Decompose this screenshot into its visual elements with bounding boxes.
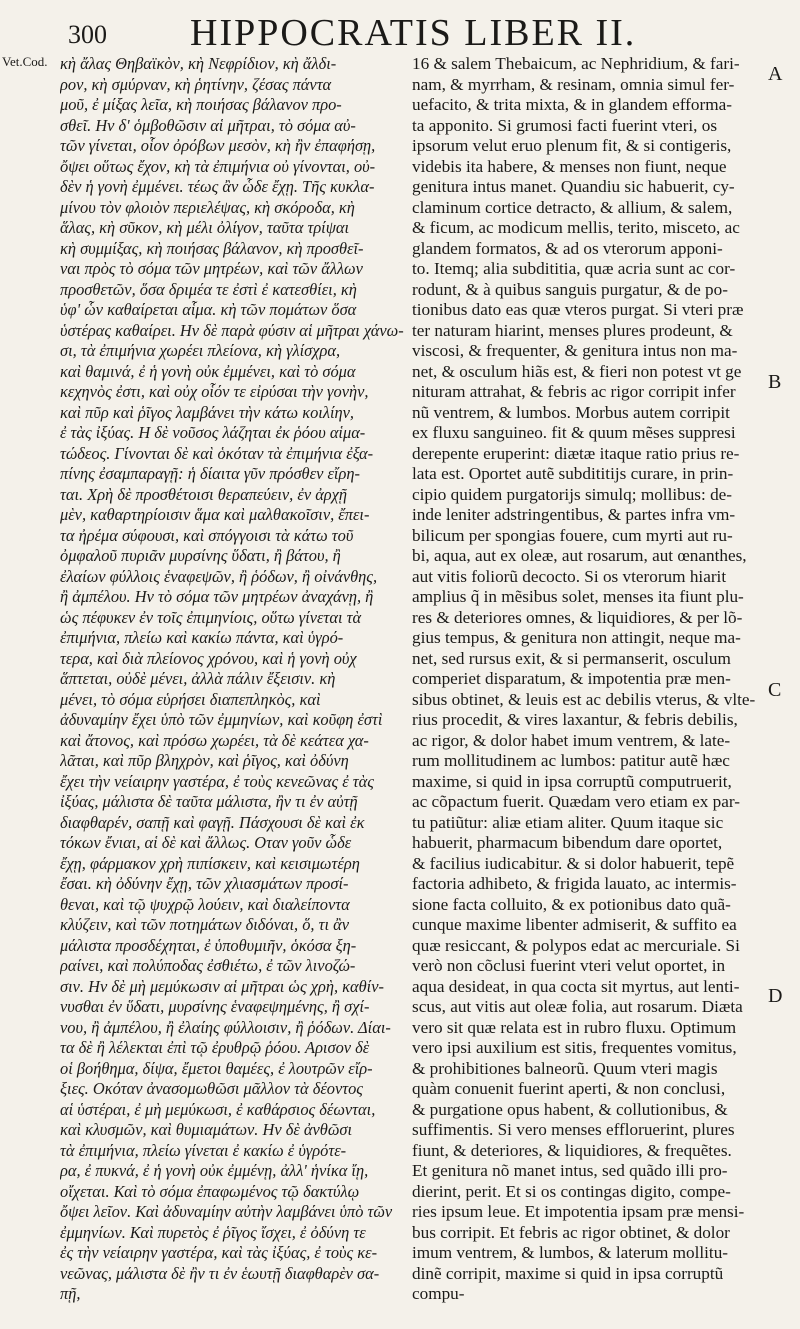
text-line: τῶν γίνεται, οἷον ὀρόβων μεσὸν, κὴ ἢν ἐπαφήσῃ, xyxy=(60,136,376,155)
text-line: 16 & salem Thebaicum, ac Nephridium, & fari- xyxy=(412,54,740,73)
margin-letter-a: A xyxy=(768,63,783,85)
text-line: cipio quidem purgatorijs simulq; mollibus: de- xyxy=(412,484,733,504)
text-line: ἐς τὴν νείαιρην γαστέρα, καὶ τὰς ἰξύας, ἐ τοὺς κε- xyxy=(60,1243,378,1262)
text-line: μένει, τὸ σόμα εὑρήσει διαπεπληκὸς, καὶ xyxy=(60,689,321,709)
text-line: rius procedit, & vires laxantur, & febris debilis, xyxy=(412,710,738,729)
text-line: bi, aqua, aut ex oleæ, aut rosarum, aut œnanthes, xyxy=(412,546,747,565)
margin-letter-d: D xyxy=(768,985,783,1007)
text-line: uefacito, & trita mixta, & in glandem efforma- xyxy=(412,95,732,114)
text-line: nam, & myrrham, & resinam, omnia simul fer- xyxy=(412,74,735,94)
text-line: ἔχῃ, φάρμακον χρὴ πιπίσκειν, καὶ κεισιμωτέρη xyxy=(60,853,360,873)
text-line: net, sed rursus exit, & si permanserit, osculum xyxy=(412,648,731,668)
text-line: ἔσαι. κὴ ὀδύνην ἔχῃ, τῶν χλιασμάτων προσί- xyxy=(60,874,349,893)
text-line: videbis ita habere, & menses non fiunt, neque xyxy=(412,156,727,176)
text-line: ξιες. Οκόταν ἀνασομωθῶσι μᾶλλον τὰ δέοντος xyxy=(60,1079,363,1098)
text-line: bilicum per spongias fouere, cum myrti aut ru- xyxy=(412,525,733,545)
text-line: lata est. Oportet autẽ subdititijs curare, in prin- xyxy=(412,464,734,483)
text-line: τερα, καὶ διὰ πλείονος χρόνου, καὶ ἡ γονὴ οὐχ xyxy=(60,648,357,668)
text-line: καὶ θαμινά, ἐ ἡ γονὴ οὐκ ἐμμένει, καὶ τὸ σόμα xyxy=(60,361,356,381)
text-line: αἱ ὑστέραι, ἐ μὴ μεμύκωσι, ἐ καθάρσιος δέωνται, xyxy=(60,1099,376,1119)
text-line: ac cõpactum fuerit. Quædam vero etiam ex par- xyxy=(412,792,740,811)
latin-text-column xyxy=(412,54,762,1326)
text-line: res & deteriores omnes, & liquidiores, & per lõ- xyxy=(412,607,743,627)
text-line: ἐ τὰς ἰξύας. Η δὲ νοῦσος λάζηται ἐκ ῥόου αἱμα- xyxy=(60,423,366,442)
text-line: νου, ἢ ἀμπέλου, ἢ ἐλαίης φύλλοισιν, ἢ ῥόδων. Δίαι- xyxy=(60,1017,391,1037)
text-line: ται. Χρὴ δὲ προσθέτοισι θεραπεύειν, ἐν ἀρχῇ xyxy=(60,484,348,504)
text-line: ἢ ἀμπέλου. Ην τὸ σόμα τῶν μητρέων ἀναχάνῃ, ἢ xyxy=(60,587,374,606)
text-line: θεναι, καὶ τῷ ψυχρῷ λούειν, καὶ διαλείποντα xyxy=(60,894,350,914)
text-line: πῇ, xyxy=(60,1284,81,1303)
text-line: habuerit, pharmacum bibendum dare oportet, xyxy=(412,833,723,852)
text-line: ipsorum velut eruo plenum fit, & si contigeris, xyxy=(412,136,732,155)
text-line: aut vitis foliorũ decocto. Si os vterorum hiarit xyxy=(412,566,727,586)
text-line: οἴχεται. Καὶ τὸ σόμα ἐπαφωμένος τῷ δακτύλῳ xyxy=(60,1181,360,1201)
text-line: genitura intus manet. Quandiu sic habuerit, cy- xyxy=(412,177,735,196)
text-line: ta apponito. Si grumosi facti fuerint vteri, os xyxy=(412,115,718,135)
text-line: τόκων ἔνιαι, αἱ δὲ καὶ ἄλλως. Οταν γοῦν ὧδε xyxy=(60,833,352,852)
text-line: scus, aut vitis aut oleæ folia, aut rosarum. Diæta xyxy=(412,997,743,1016)
margin-note: Vet.Cod. xyxy=(2,54,48,69)
text-line: κὴ ἄλας Θηβαϊκὸν, κὴ Νεφρίδιον, κὴ ἄλδι- xyxy=(60,54,337,73)
text-line: ὑφ' ὧν καθαίρεται αἷμα. κὴ τῶν πομάτων ὅσα xyxy=(60,300,357,319)
text-line: nũ ventrem, & lumbos. Morbus autem corripit xyxy=(412,402,730,422)
text-line: rum mollitudinem ac lumbos: patitur autẽ hæc xyxy=(412,751,730,770)
text-line: rodunt, & à quibus sanguis purgatur, & de po- xyxy=(412,279,728,299)
text-line: ἐπιμήνια, πλείω καὶ κακίω πάντα, καὶ ὑγρό- xyxy=(60,628,344,647)
text-line: μάλιστα προσδέχηται, ἐ ὑποθυμιῆν, ὁκόσα ξη- xyxy=(60,935,357,955)
text-line: λᾶται, καὶ πῦρ βληχρὸν, καὶ ῥῖγος, καὶ ὀδύνη xyxy=(60,751,349,770)
text-line: μὲν, καθαρτηρίοισιν ἅμα καὶ μαλθακοῖσιν, ἔπει- xyxy=(60,505,370,524)
text-line: sione facta colluito, & ex potionibus dato quã- xyxy=(412,894,731,914)
text-line: & ficum, ac modicum mellis, terito, misceto, ac xyxy=(412,218,740,237)
text-line: gius tempus, & genitura non attingit, neque ma- xyxy=(412,628,741,647)
text-line: καὶ πῦρ καὶ ῥῖγος λαμβάνει τὴν κάτω κοιλίην, xyxy=(60,402,354,422)
text-line: νυσθαι ἐν ὕδατι, μυρσίνης ἑναφεψημένης, ἢ σχί- xyxy=(60,997,370,1016)
text-line: σθεῖ. Ην δ' ὁμβοθῶσιν αἱ μῆτραι, τὸ σόμα αὐ- xyxy=(60,115,356,135)
text-line: τώδεος. Γίνονται δὲ καὶ ὁκόταν τὰ ἐπιμήνια ἐξα- xyxy=(60,443,374,463)
text-line: glandem formatos, & ad os vterorum apponi- xyxy=(412,238,723,258)
text-line: ἅλας, κὴ σῦκον, κὴ μέλι ὀλίγον, ταῦτα τρίψαι xyxy=(60,218,350,237)
text-line: verò non cõclusi fuerint vteri velut oportet, in xyxy=(412,956,726,975)
text-line: τὰ ἐπιμήνια, πλείω γίνεται ἐ κακίω ἐ ὑγρότε- xyxy=(60,1140,347,1160)
text-line: vero sit quæ relata est in rubro fluxu. Optimum xyxy=(412,1017,737,1037)
text-line: sibus obtinet, & leuis est ac debilis vterus, & vlte- xyxy=(412,689,756,709)
text-line: aqua desideat, in qua cocta sit myrtus, aut lenti- xyxy=(412,976,740,996)
text-line: μίνου τὸν φλοιὸν περιελέψας, κὴ σκόροδα, κὴ xyxy=(60,197,355,217)
greek-text-column xyxy=(60,54,404,1326)
text-line: ὀμφαλοῦ πυριᾶν μυρσίνης ὕδατι, ἢ βάτου, ἢ xyxy=(60,546,341,565)
text-line: ὑστέρας καθαίρει. Ην δὲ παρὰ φύσιν αἱ μῆτραι χάνω- xyxy=(60,320,404,340)
text-line: maxime, si quid in ipsa corruptũ computruerit, xyxy=(412,771,732,791)
text-line: cunque maxime libenter admiserit, & suffito ea xyxy=(412,915,737,934)
page-header xyxy=(0,14,800,54)
text-line: ναι πρὸς τὸ σόμα τῶν μητρέων, καὶ τῶν ἄλλων xyxy=(60,259,363,278)
text-line: vero ipsi auxilium est sitis, frequentes vomitus, xyxy=(412,1038,737,1057)
text-line: διαφθαρέν, σαπῇ καὶ φαγῇ. Πάσχουσι δὲ καὶ ἐκ xyxy=(60,812,365,832)
text-line: ραίνει, καὶ πολύποδας ἐσθιέτω, ἐ τῶν λινοζώ- xyxy=(60,956,356,975)
text-line: net, & osculum hiãs est, & fieri non potest vt ge xyxy=(412,361,742,381)
text-line: ter naturam hiarint, menses plures prodeunt, & xyxy=(412,320,733,340)
text-line: quæ resiccant, & polypos edat ac mercuriale. Si xyxy=(412,935,740,955)
text-line: κλύζειν, καὶ τῶν ποτημάτων διδόναι, ὅ, τι ἂν xyxy=(60,915,349,934)
text-line: bus corripit. Et febris ac rigor obtinet, & dolor xyxy=(412,1222,730,1242)
text-line: to. Itemq; alia subdititia, quæ acria sunt ac cor- xyxy=(412,259,736,278)
text-line: σιν. Ην δὲ μὴ μεμύκωσιν αἱ μῆτραι ὡς χρὴ, καθίν- xyxy=(60,976,384,996)
text-line: nituram attrahat, & febris ac rigor corripit infer xyxy=(412,382,736,401)
text-line: ἰξύας, μάλιστα δὲ ταῦτα μάλιστα, ἢν τι ἐν αὐτῇ xyxy=(60,792,358,811)
text-line: ρον, κὴ σμύρναν, κὴ ῥητίνην, ζέσας πάντα xyxy=(60,74,332,94)
text-line: derepente eruperint: diætæ itaque ratio prius re- xyxy=(412,443,740,463)
text-line: ὄψει οὕτως ἔχον, κὴ τὰ ἐπιμήνια οὐ γίνονται, οὐ- xyxy=(60,156,376,176)
text-line: & prohibitiones balneorũ. Quum vteri magis xyxy=(412,1058,718,1078)
text-line: ὄψει λεῖον. Καὶ ἀδυναμίην αὐτὴν λαμβάνει ὑπὸ τῶν xyxy=(60,1202,393,1221)
text-line: tu patiũtur: aliæ etiam aliter. Quum itaque sic xyxy=(412,812,724,832)
text-line: ex fluxu sanguineo. fit & quum mẽses suppresi xyxy=(412,423,736,442)
text-line: comperiet disparatum, & impotentia præ men- xyxy=(412,669,731,688)
text-line: & facilius iudicabitur. & si dolor habuerit, tepẽ xyxy=(412,853,735,873)
text-line: ἐλαίων φύλλοις ἑναφεψῶν, ἢ ῥόδων, ἢ οἰνάνθης, xyxy=(60,566,378,586)
text-line: καὶ ἄτονος, καὶ πρόσω χωρέει, τὰ δὲ κεάτεα χα- xyxy=(60,730,369,750)
text-line: suffimentis. Si vero menses effloruerint, plures xyxy=(412,1120,735,1139)
text-line: ρα, ἐ πυκνά, ἐ ἡ γονὴ οὐκ ἐμμένῃ, ἀλλ' ἡνίκα ἴῃ, xyxy=(60,1161,369,1180)
text-line: ἅπτεται, οὐδὲ μένει, ἀλλὰ πάλιν ἔξεισιν. κὴ xyxy=(60,669,336,688)
text-line: viscosi, & frequenter, & genitura intus non ma- xyxy=(412,341,738,360)
text-line: quàm conuenit fuerint aperti, & non conclusi, xyxy=(412,1079,726,1098)
text-line: amplius q̃ in mẽsibus solet, menses ita fiunt plu- xyxy=(412,587,744,606)
text-line: & purgatione opus habent, & collutionibus, & xyxy=(412,1099,728,1119)
text-line: inde leniter adstringentibus, & partes infra vm- xyxy=(412,505,736,524)
text-line: imum ventrem, & lumbos, & laterum mollitu- xyxy=(412,1243,729,1262)
text-line: τα δὲ ἢ λέλεκται ἐπὶ τῷ ἐρυθρῷ ῥόου. Αρισον δὲ xyxy=(60,1038,370,1057)
text-line: προσθετῶν, ὅσα δριμέα τε ἐστὶ ἐ κατεσθίει, κὴ xyxy=(60,279,357,299)
page-number: 300 xyxy=(68,20,107,49)
margin-letter-c: C xyxy=(768,679,782,701)
text-line: κὴ συμμίξας, κὴ ποιήσας βάλανον, κὴ προσθεῖ- xyxy=(60,238,364,258)
text-line: dinẽ corripit, maxime si quid in ipsa corruptũ xyxy=(412,1263,724,1283)
text-line: νεῶνας, μάλιστα δὲ ἢν τι ἐν ἑωυτῇ διαφθαρὲν σα- xyxy=(60,1263,380,1283)
text-line: σι, τὰ ἐπιμήνια χωρέει πλείονα, κὴ γλίσχρα, xyxy=(60,341,341,360)
text-line: τα ἠρέμα σύφουσι, καὶ σπόγγοισι τὰ κάτω τοῦ xyxy=(60,525,354,545)
text-line: tionibus dato eas quæ vteros purgat. Si vteri præ xyxy=(412,300,744,319)
text-line: claminum cortice detracto, & allium, & salem, xyxy=(412,197,733,217)
text-line: factoria adhibeto, & frigida lauato, ac intermis- xyxy=(412,874,737,893)
text-line: ἔχει τὴν νείαιρην γαστέρα, ἐ τοὺς κενεῶνας ἐ τὰς xyxy=(60,771,374,791)
text-line: μοῦ, ἐ μίξας λεῖα, κὴ ποιήσας βάλανον προ- xyxy=(60,95,342,114)
text-line: ac rigor, & dolor habet imum ventrem, & late- xyxy=(412,730,731,750)
text-line: καὶ κλυσμῶν, καὶ θυμιαμάτων. Ην δὲ ἀνθῶσι xyxy=(60,1120,353,1139)
text-line: πίνης ἐσαμπαραγῇ: ἡ δίαιτα γῦν πρόσθεν εἴρη- xyxy=(60,464,360,483)
text-line: δὲν ἡ γονὴ ἐμμένει. τέως ἂν ὧδε ἔχῃ. Τῆς κυκλα- xyxy=(60,177,375,196)
text-line: fiunt, & deteriores, & liquidiores, & frequẽtes. xyxy=(412,1140,732,1160)
text-line: ἐμμηνίων. Καὶ πυρετὸς ἐ ῥῖγος ἴσχει, ἐ ὀδύνη τε xyxy=(60,1222,366,1242)
text-line: οἱ βοήθημα, δίψα, ἔμετοι θαμέες, ἐ λουτρῶν εἴρ- xyxy=(60,1058,373,1078)
running-title: HIPPOCRATIS LIBER II. xyxy=(190,12,637,54)
text-line: ἀδυναμίην ἔχει ὑπὸ τῶν ἐμμηνίων, καὶ κοῦφη ἐστὶ xyxy=(60,710,383,729)
text-line: ὡς πέφυκεν ἐν τοῖς ἐπιμηνίοις, οὕτω γίνεται τὰ xyxy=(60,607,362,627)
text-line: κεχηνὸς ἐστι, καὶ οὐχ οἷόν τε εἰρύσαι τὴν γονὴν, xyxy=(60,382,369,401)
text-line: compu- xyxy=(412,1284,465,1303)
text-line: Et genitura nõ manet intus, sed quãdo illi pro- xyxy=(412,1161,728,1180)
text-line: dierint, perit. Et si os contingas digito, compe- xyxy=(412,1181,731,1201)
text-line: ries ipsum leue. Et impotentia ipsam præ mensi- xyxy=(412,1202,745,1221)
margin-letter-b: B xyxy=(768,371,782,393)
